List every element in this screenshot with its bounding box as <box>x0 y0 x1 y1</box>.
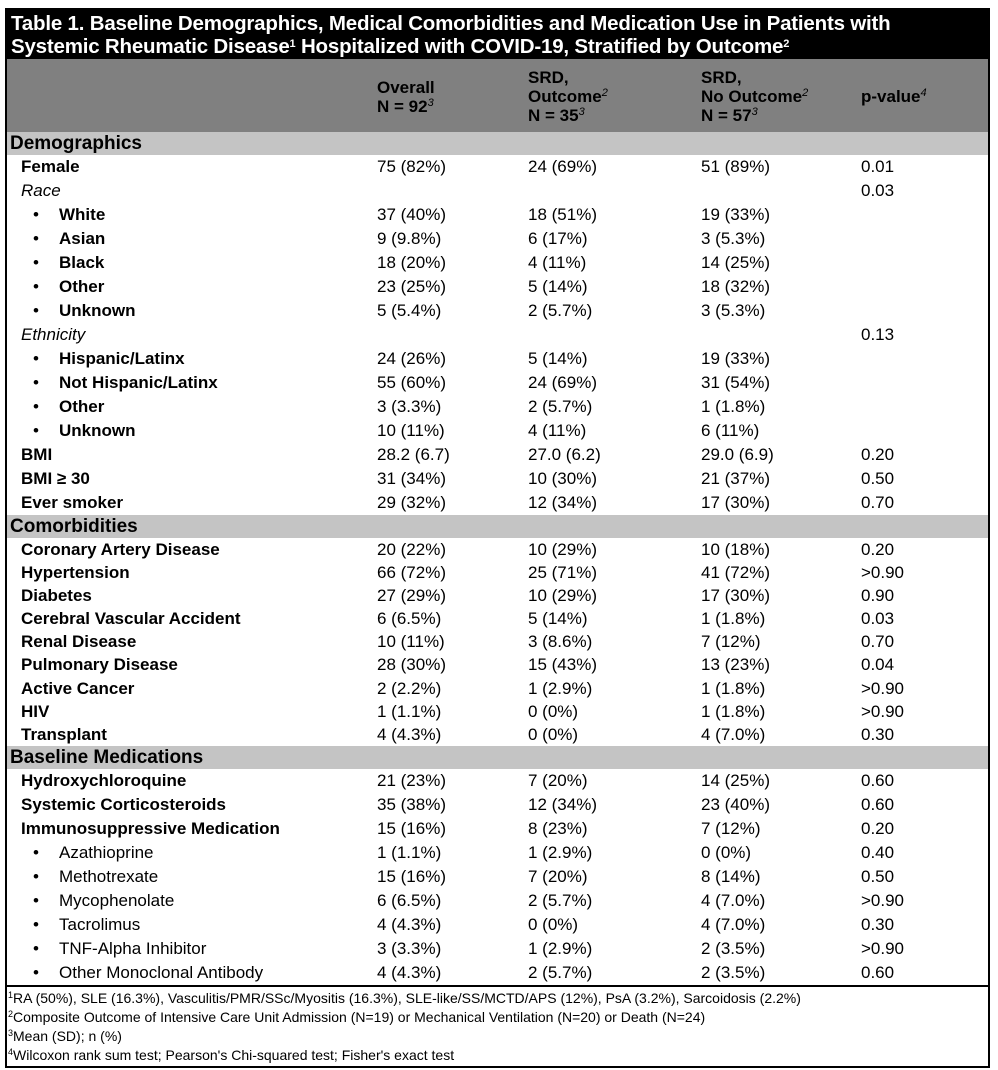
cell-outcome: 0 (0%) <box>528 914 579 934</box>
cell-p-value: 0.60 <box>861 794 895 814</box>
header-text <box>701 87 861 106</box>
row-label <box>7 467 377 491</box>
footnote-ref: 3 <box>578 106 585 118</box>
cell-no-outcome: 14 (25%) <box>701 770 770 790</box>
cell-outcome: 8 (23%) <box>528 818 588 838</box>
row-label-text: Azathioprine <box>59 842 154 862</box>
cell-no-outcome <box>701 323 861 347</box>
row-label-text: Female <box>21 157 80 176</box>
cell-outcome: 2 (5.7%) <box>528 397 593 416</box>
footnote-ref: 2 <box>601 87 608 99</box>
cell-p-value: >0.90 <box>861 701 905 721</box>
cell-p-value: 0.50 <box>861 469 895 488</box>
bullet-icon: • <box>33 866 39 886</box>
cell-p-value: 0.70 <box>861 632 895 652</box>
cell-no-outcome: 7 (12%) <box>701 818 761 838</box>
cell-p-value: 0.01 <box>861 157 895 176</box>
bullet-icon: • <box>33 253 39 272</box>
cell-p-value <box>861 347 988 371</box>
header-outcome <box>528 59 701 132</box>
cell-no-outcome: 3 (5.3%) <box>701 229 766 248</box>
cell-p-value: >0.90 <box>861 563 905 583</box>
cell-overall <box>377 323 528 347</box>
table-row <box>7 419 988 443</box>
cell-no-outcome: 1 (1.8%) <box>701 701 766 721</box>
cell-p-value: 0.70 <box>861 493 895 512</box>
footnote <box>8 989 988 1008</box>
cell-no-outcome: 4 (7.0%) <box>701 890 766 910</box>
cell-p-value: 0.20 <box>861 445 895 464</box>
cell-outcome: 10 (29%) <box>528 540 597 559</box>
cell-outcome: 2 (5.7%) <box>528 962 593 982</box>
row-label-text: Hispanic/Latinx <box>59 349 185 368</box>
cell-no-outcome: 31 (54%) <box>701 373 770 392</box>
row-label <box>7 491 377 515</box>
table-row <box>7 347 988 371</box>
bullet-icon: • <box>33 914 39 934</box>
title-line-1: Table 1. Baseline Demographics, Medical Comorbidities and Medication Use in Patients with <box>11 12 891 35</box>
cell-outcome: 1 (2.9%) <box>528 678 593 698</box>
cell-overall: 20 (22%) <box>377 540 446 559</box>
cell-no-outcome: 13 (23%) <box>701 655 770 675</box>
cell-outcome: 5 (14%) <box>528 277 588 296</box>
cell-no-outcome <box>701 179 861 203</box>
row-label <box>7 889 377 913</box>
cell-outcome: 25 (71%) <box>528 563 597 583</box>
cell-overall: 10 (11%) <box>377 421 445 440</box>
cell-p-value <box>861 299 988 323</box>
bullet-icon: • <box>33 349 39 368</box>
row-label <box>7 443 377 467</box>
footnote-number: 4 <box>8 1047 14 1058</box>
row-label-text: Tacrolimus <box>59 914 141 934</box>
cell-overall: 35 (38%) <box>377 794 446 814</box>
row-label-text: Black <box>59 253 105 272</box>
cell-p-value: 0.60 <box>861 962 895 982</box>
row-label <box>7 937 377 961</box>
row-label-text: Other <box>59 397 105 416</box>
table-row <box>7 607 988 630</box>
demographics-table <box>5 8 990 1068</box>
header-text <box>528 106 701 125</box>
cell-no-outcome: 19 (33%) <box>701 205 770 224</box>
row-label-text: Immunosuppressive Medication <box>21 818 280 838</box>
footnote-ref: 3 <box>427 96 434 109</box>
bullet-icon: • <box>33 229 39 248</box>
header-n: N = 57 <box>701 106 752 125</box>
cell-overall: 3 (3.3%) <box>377 938 442 958</box>
row-label-text: Other Monoclonal Antibody <box>59 962 264 982</box>
table-row <box>7 937 988 961</box>
cell-overall: 3 (3.3%) <box>377 397 442 416</box>
row-label-text: Race <box>21 181 61 200</box>
row-label-text: Asian <box>59 229 106 248</box>
cell-overall: 28 (30%) <box>377 655 446 675</box>
row-label-text: Pulmonary Disease <box>21 655 178 675</box>
cell-no-outcome: 4 (7.0%) <box>701 724 766 744</box>
table-row <box>7 700 988 723</box>
title-text: Systemic Rheumatic Disease <box>11 35 290 58</box>
cell-overall: 29 (32%) <box>377 493 446 512</box>
header-label: No Outcome <box>701 87 803 106</box>
row-label <box>7 584 377 607</box>
row-label-text: Methotrexate <box>59 866 159 886</box>
table-row <box>7 961 988 985</box>
cell-overall <box>377 179 528 203</box>
cell-outcome: 7 (20%) <box>528 866 588 886</box>
table-row <box>7 769 988 793</box>
row-label-text: White <box>59 205 106 224</box>
cell-no-outcome: 18 (32%) <box>701 277 770 296</box>
row-label <box>7 653 377 676</box>
row-label <box>7 723 377 746</box>
cell-no-outcome: 29.0 (6.9) <box>701 445 774 464</box>
table-row <box>7 723 988 746</box>
row-label-text: Transplant <box>21 724 107 744</box>
cell-p-value: 0.40 <box>861 842 895 862</box>
bullet-icon: • <box>33 373 39 392</box>
footnote-number: 2 <box>8 1009 14 1020</box>
table-row <box>7 371 988 395</box>
footnote-number: 3 <box>8 1028 14 1039</box>
cell-outcome: 2 (5.7%) <box>528 301 593 320</box>
footnote <box>8 1027 988 1046</box>
row-label-text: Unknown <box>59 421 136 440</box>
cell-outcome: 18 (51%) <box>528 205 597 224</box>
footnote-ref: 1 <box>289 38 296 50</box>
row-label <box>7 251 377 275</box>
header-no-outcome <box>701 59 861 132</box>
bullet-icon: • <box>33 205 39 224</box>
row-label-text: Not Hispanic/Latinx <box>59 373 218 392</box>
cell-overall: 6 (6.5%) <box>377 609 442 629</box>
cell-no-outcome: 3 (5.3%) <box>701 301 766 320</box>
cell-no-outcome: 14 (25%) <box>701 253 770 272</box>
table-row <box>7 491 988 515</box>
cell-overall: 28.2 (6.7) <box>377 445 450 464</box>
bullet-icon: • <box>33 842 39 862</box>
row-label <box>7 395 377 419</box>
title-text: Hospitalized with COVID-19, Stratified by Outcome <box>295 35 784 58</box>
cell-outcome: 4 (11%) <box>528 421 587 440</box>
cell-outcome: 4 (11%) <box>528 253 587 272</box>
row-label-text: Unknown <box>59 301 136 320</box>
header-n: N = 35 <box>528 106 579 125</box>
cell-overall: 4 (4.3%) <box>377 914 442 934</box>
cell-overall: 37 (40%) <box>377 205 446 224</box>
header-text: SRD, <box>701 68 742 87</box>
bullet-icon: • <box>33 397 39 416</box>
header-text <box>701 106 861 125</box>
bullet-icon: • <box>33 277 39 296</box>
cell-no-outcome: 21 (37%) <box>701 469 770 488</box>
cell-overall: 66 (72%) <box>377 563 446 583</box>
cell-p-value: 0.04 <box>861 655 895 675</box>
footnote-text: RA (50%), SLE (16.3%), Vasculitis/PMR/SSc/Myositis (16.3%), SLE-like/SS/MCTD/APS (12%), PsA (3.2%), Sarcoidosis (2.2%) <box>13 989 801 1006</box>
row-label-text: Cerebral Vascular Accident <box>21 609 241 629</box>
footnote-number: 1 <box>8 989 14 1000</box>
row-label <box>7 538 377 561</box>
cell-no-outcome: 2 (3.5%) <box>701 962 766 982</box>
header-overall <box>377 59 528 132</box>
cell-outcome: 12 (34%) <box>528 794 597 814</box>
header-text <box>528 87 701 106</box>
row-label <box>7 607 377 630</box>
bullet-icon: • <box>33 938 39 958</box>
footnote-ref: 3 <box>751 106 758 118</box>
row-label <box>7 961 377 985</box>
title-line-2 <box>11 35 984 58</box>
cell-no-outcome: 17 (30%) <box>701 493 770 512</box>
cell-p-value: 0.50 <box>861 866 895 886</box>
cell-outcome: 15 (43%) <box>528 655 597 675</box>
row-label <box>7 203 377 227</box>
cell-outcome: 3 (8.6%) <box>528 632 593 652</box>
table-row <box>7 227 988 251</box>
table-title <box>7 10 988 59</box>
row-label <box>7 419 377 443</box>
cell-no-outcome: 4 (7.0%) <box>701 914 766 934</box>
header-pvalue <box>861 59 988 132</box>
cell-overall: 24 (26%) <box>377 349 446 368</box>
cell-no-outcome: 19 (33%) <box>701 349 770 368</box>
table-row <box>7 793 988 817</box>
table-row <box>7 913 988 937</box>
row-label <box>7 865 377 889</box>
row-label <box>7 371 377 395</box>
cell-no-outcome: 1 (1.8%) <box>701 397 766 416</box>
row-label <box>7 155 377 179</box>
row-label-text: HIV <box>21 701 50 721</box>
table-row <box>7 538 988 561</box>
row-label-text: Active Cancer <box>21 678 135 698</box>
row-label <box>7 561 377 584</box>
cell-overall: 15 (16%) <box>377 818 446 838</box>
cell-no-outcome: 0 (0%) <box>701 842 752 862</box>
cell-no-outcome: 10 (18%) <box>701 540 770 559</box>
cell-outcome: 24 (69%) <box>528 373 597 392</box>
row-label-text: BMI <box>21 445 53 464</box>
table-row <box>7 677 988 700</box>
bullet-icon: • <box>33 890 39 910</box>
header-text <box>861 87 988 106</box>
table-body <box>7 132 988 985</box>
cell-outcome: 6 (17%) <box>528 229 588 248</box>
header-text: Overall <box>377 77 435 97</box>
cell-outcome: 10 (29%) <box>528 586 597 606</box>
row-label <box>7 793 377 817</box>
bullet-icon: • <box>33 301 39 320</box>
cell-overall: 4 (4.3%) <box>377 724 442 744</box>
footnote <box>8 1008 988 1027</box>
cell-p-value <box>861 371 988 395</box>
cell-outcome: 12 (34%) <box>528 493 597 512</box>
row-label-text: Systemic Corticosteroids <box>21 794 227 814</box>
cell-p-value: 0.30 <box>861 724 895 744</box>
cell-overall: 2 (2.2%) <box>377 678 442 698</box>
header-n: N = 92 <box>377 96 428 116</box>
table-row <box>7 584 988 607</box>
table-row <box>7 299 988 323</box>
cell-no-outcome: 17 (30%) <box>701 586 770 606</box>
header-label: p-value <box>861 87 921 106</box>
cell-p-value: 0.03 <box>861 181 895 200</box>
cell-p-value <box>861 227 988 251</box>
cell-p-value: 0.60 <box>861 770 895 790</box>
cell-outcome: 0 (0%) <box>528 724 579 744</box>
cell-no-outcome: 8 (14%) <box>701 866 761 886</box>
cell-overall: 9 (9.8%) <box>377 229 442 248</box>
cell-p-value: 0.90 <box>861 586 895 606</box>
cell-overall: 1 (1.1%) <box>377 842 442 862</box>
table-row <box>7 155 988 179</box>
section-header: Comorbidities <box>7 515 988 538</box>
cell-no-outcome: 6 (11%) <box>701 421 760 440</box>
row-label <box>7 913 377 937</box>
row-label-text: Ethnicity <box>21 325 86 344</box>
cell-overall: 1 (1.1%) <box>377 701 442 721</box>
table-row <box>7 467 988 491</box>
cell-overall: 10 (11%) <box>377 632 445 652</box>
row-label <box>7 630 377 653</box>
cell-p-value: 0.20 <box>861 540 895 559</box>
cell-overall: 21 (23%) <box>377 770 446 790</box>
cell-outcome: 27.0 (6.2) <box>528 445 601 464</box>
cell-outcome: 5 (14%) <box>528 609 588 629</box>
table-row <box>7 653 988 676</box>
column-header-row <box>7 59 988 132</box>
row-label <box>7 841 377 865</box>
table-row <box>7 323 988 347</box>
cell-no-outcome: 51 (89%) <box>701 157 770 176</box>
row-label <box>7 347 377 371</box>
table-row <box>7 395 988 419</box>
row-label <box>7 700 377 723</box>
row-label <box>7 299 377 323</box>
header-text: SRD, <box>528 68 569 87</box>
footnote-ref: 4 <box>920 87 927 99</box>
cell-p-value <box>861 275 988 299</box>
cell-p-value <box>861 395 988 419</box>
row-label <box>7 227 377 251</box>
footnote-ref: 2 <box>783 38 790 50</box>
row-label-text: Ever smoker <box>21 493 124 512</box>
cell-overall: 18 (20%) <box>377 253 446 272</box>
table-row <box>7 443 988 467</box>
cell-no-outcome: 1 (1.8%) <box>701 678 766 698</box>
cell-no-outcome: 7 (12%) <box>701 632 761 652</box>
cell-no-outcome: 41 (72%) <box>701 563 770 583</box>
cell-outcome: 2 (5.7%) <box>528 890 593 910</box>
footnote-text: Mean (SD); n (%) <box>13 1028 122 1045</box>
cell-outcome <box>528 179 701 203</box>
table-row <box>7 251 988 275</box>
bullet-icon: • <box>33 962 39 982</box>
header-blank <box>7 59 377 132</box>
row-label <box>7 275 377 299</box>
footnote <box>8 1046 988 1065</box>
cell-outcome: 0 (0%) <box>528 701 579 721</box>
cell-outcome: 5 (14%) <box>528 349 588 368</box>
cell-no-outcome: 2 (3.5%) <box>701 938 766 958</box>
cell-p-value <box>861 419 988 443</box>
cell-outcome <box>528 323 701 347</box>
table-row <box>7 817 988 841</box>
cell-overall: 31 (34%) <box>377 469 446 488</box>
cell-outcome: 1 (2.9%) <box>528 842 593 862</box>
cell-p-value: >0.90 <box>861 938 905 958</box>
row-label-text: Coronary Artery Disease <box>21 540 220 559</box>
row-label-text: BMI ≥ 30 <box>21 469 90 488</box>
cell-p-value: 0.30 <box>861 914 895 934</box>
section-header: Demographics <box>7 132 988 155</box>
cell-no-outcome: 1 (1.8%) <box>701 609 766 629</box>
row-label <box>7 323 377 347</box>
cell-overall: 55 (60%) <box>377 373 446 392</box>
cell-p-value: 0.13 <box>861 325 895 344</box>
row-label-text: Hypertension <box>21 563 130 583</box>
bullet-icon: • <box>33 421 39 440</box>
cell-overall: 6 (6.5%) <box>377 890 442 910</box>
footnotes <box>7 985 988 1066</box>
table-row <box>7 179 988 203</box>
cell-overall: 5 (5.4%) <box>377 301 442 320</box>
row-label <box>7 179 377 203</box>
row-label-text: Other <box>59 277 105 296</box>
table-row <box>7 841 988 865</box>
cell-outcome: 7 (20%) <box>528 770 588 790</box>
section-header: Baseline Medications <box>7 746 988 769</box>
footnote-text: Composite Outcome of Intensive Care Unit Admission (N=19) or Mechanical Ventilation (N=20) or Death (N=24) <box>13 1009 706 1026</box>
row-label-text: Mycophenolate <box>59 890 175 910</box>
table-row <box>7 561 988 584</box>
cell-p-value: >0.90 <box>861 890 905 910</box>
cell-outcome: 1 (2.9%) <box>528 938 593 958</box>
cell-overall: 23 (25%) <box>377 277 446 296</box>
row-label-text: Hydroxychloroquine <box>21 770 187 790</box>
row-label <box>7 677 377 700</box>
cell-overall: 4 (4.3%) <box>377 962 442 982</box>
cell-p-value: 0.03 <box>861 609 895 629</box>
cell-p-value: >0.90 <box>861 678 905 698</box>
cell-overall: 75 (82%) <box>377 157 446 176</box>
cell-p-value <box>861 203 988 227</box>
table-row <box>7 275 988 299</box>
table-row <box>7 630 988 653</box>
cell-outcome: 10 (30%) <box>528 469 597 488</box>
row-label-text: Diabetes <box>21 586 92 606</box>
row-label <box>7 769 377 793</box>
row-label-text: Renal Disease <box>21 632 137 652</box>
cell-overall: 15 (16%) <box>377 866 446 886</box>
header-label: Outcome <box>528 87 602 106</box>
footnote-text: Wilcoxon rank sum test; Pearson's Chi-squared test; Fisher's exact test <box>13 1047 455 1064</box>
table-row <box>7 203 988 227</box>
cell-p-value: 0.20 <box>861 818 895 838</box>
cell-overall: 27 (29%) <box>377 586 446 606</box>
row-label <box>7 817 377 841</box>
row-label-text: TNF-Alpha Inhibitor <box>59 938 207 958</box>
footnote-ref: 2 <box>802 87 809 99</box>
cell-outcome: 24 (69%) <box>528 157 597 176</box>
cell-no-outcome: 23 (40%) <box>701 794 770 814</box>
header-text <box>377 97 528 116</box>
cell-p-value <box>861 251 988 275</box>
table-row <box>7 889 988 913</box>
table-row <box>7 865 988 889</box>
